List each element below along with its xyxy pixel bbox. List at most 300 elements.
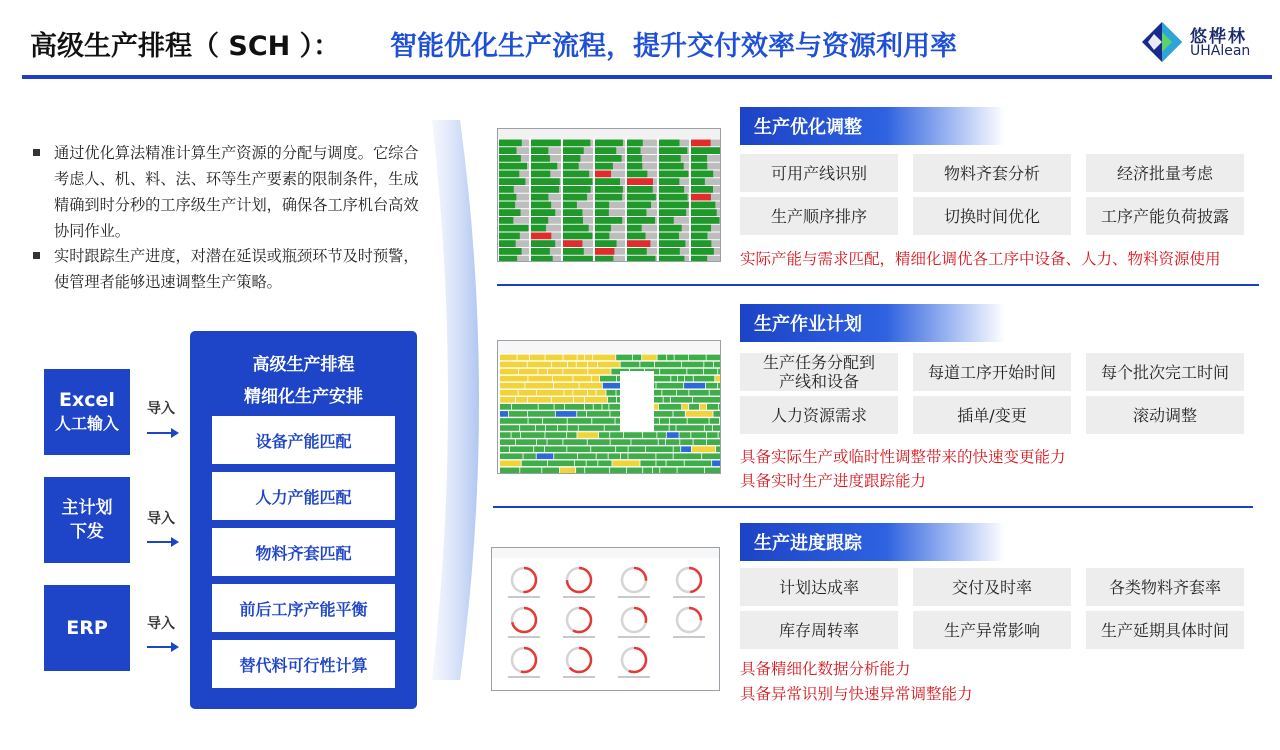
thumb-cell-bar bbox=[595, 178, 620, 185]
thumb-gantt-bar bbox=[707, 404, 718, 410]
thumb-cell-bar bbox=[659, 171, 688, 178]
thumb-ring-caption bbox=[673, 596, 705, 598]
feature-cell: 切换时间优化 bbox=[913, 197, 1071, 235]
thumb-gantt-bar bbox=[560, 468, 575, 474]
thumb-cell-bar bbox=[659, 194, 688, 201]
thumb-gantt-bar bbox=[500, 418, 528, 424]
thumb-gantt-bar bbox=[563, 355, 576, 361]
section-note: 实际产能与需求匹配，精细化调优各工序中设备、人力、物料资源使用 bbox=[740, 250, 1221, 268]
thumb-gantt-bar bbox=[500, 390, 518, 396]
source-label: ERP bbox=[66, 617, 108, 639]
thumb-cell-bar bbox=[691, 155, 707, 162]
thumb-gantt-bar bbox=[628, 446, 645, 452]
thumb-gantt-bar bbox=[528, 376, 552, 382]
thumb-gantt-bar bbox=[670, 425, 676, 431]
thumb-gantt-bar bbox=[608, 397, 616, 403]
thumb-gantt-bar bbox=[685, 376, 693, 382]
thumb-gantt-bar bbox=[528, 411, 555, 417]
thumb-cell-bar bbox=[499, 186, 514, 193]
thumb-gantt-bar bbox=[577, 411, 586, 417]
thumb-gantt-bar bbox=[568, 425, 578, 431]
thumb-gantt-bar bbox=[592, 418, 614, 424]
thumb-gantt-bar bbox=[640, 460, 655, 466]
feature-cell: 各类物料齐套率 bbox=[1086, 568, 1244, 606]
header-divider bbox=[22, 75, 1272, 79]
thumb-gantt-bar bbox=[611, 439, 631, 445]
thumb-cell-bar bbox=[595, 225, 611, 232]
thumb-gantt-bar bbox=[642, 355, 657, 361]
thumb-cell-bar bbox=[659, 155, 681, 162]
thumb-gantt-bar bbox=[628, 453, 655, 459]
thumb-cell-bar bbox=[627, 171, 647, 178]
thumb-gantt-bar bbox=[671, 376, 677, 382]
thumb-gantt-bar bbox=[602, 404, 608, 410]
thumb-cell-bar bbox=[627, 217, 655, 224]
thumb-cell-bar bbox=[499, 178, 525, 185]
source-erp-box bbox=[44, 585, 130, 671]
thumb-cell-bar bbox=[499, 140, 522, 147]
thumb-gantt-bar bbox=[682, 404, 688, 410]
feature-cell: 滚动调整 bbox=[1086, 396, 1244, 434]
thumb-cell-bar bbox=[627, 256, 655, 262]
thumb-gantt-bar bbox=[704, 369, 718, 375]
thumb-cell-bar bbox=[563, 186, 591, 193]
thumb-gantt-bar bbox=[606, 390, 615, 396]
thumb-gantt-bar bbox=[596, 390, 605, 396]
thumb-gantt-bar bbox=[579, 383, 602, 389]
screenshot-progress-dashboard bbox=[491, 547, 720, 691]
thumb-cell-bar bbox=[531, 178, 560, 185]
thumb-gantt-bar bbox=[523, 453, 535, 459]
thumb-cell-bar bbox=[691, 186, 713, 193]
thumb-gantt-bar bbox=[693, 397, 720, 403]
thumb-cell-bar bbox=[595, 194, 622, 201]
feature-cell: 经济批量考虑 bbox=[1086, 154, 1244, 192]
thumb-gantt-bar bbox=[675, 355, 689, 361]
screenshot-gantt-chart bbox=[497, 340, 721, 474]
bullet-text: 通过优化算法精准计算生产资源的分配与调度。它综合考虑人、机、料、法、环等生产要素的限制条件，生成精确到时分秒的工序级生产计划，确保各工序机台高效协同作业。 bbox=[54, 144, 419, 240]
thumb-gantt-bar bbox=[598, 362, 620, 368]
thumb-cell-bar bbox=[563, 155, 580, 162]
thumb-gantt-bar bbox=[710, 390, 720, 396]
thumb-cell-bar bbox=[499, 171, 519, 178]
thumb-gantt-bar bbox=[599, 432, 609, 438]
thumb-gantt-bar bbox=[693, 439, 706, 445]
feature-cell bbox=[740, 353, 898, 391]
thumb-cell-bar bbox=[595, 202, 609, 209]
thumb-cell-bar bbox=[659, 163, 684, 170]
thumb-gantt-bar bbox=[656, 460, 665, 466]
thumb-gantt-bar bbox=[564, 390, 572, 396]
thumb-gantt-bar bbox=[554, 453, 577, 459]
thumb-gantt-bar bbox=[609, 453, 621, 459]
thumb-cell-bar bbox=[595, 171, 611, 178]
thumb-gantt-bar bbox=[530, 355, 545, 361]
thumb-gantt-bar bbox=[542, 468, 559, 474]
bullet-text: 实时跟踪生产进度，对潜在延误或瓶颈环节及时预警，使管理者能够迅速调整生产策略。 bbox=[54, 247, 419, 291]
thumb-gantt-bar bbox=[545, 432, 566, 438]
thumb-popup bbox=[620, 371, 654, 431]
thumb-cell-bar bbox=[499, 202, 515, 209]
thumb-gantt-bar bbox=[574, 397, 584, 403]
thumb-gantt-bar bbox=[516, 439, 536, 445]
thumb-gantt-bar bbox=[573, 390, 587, 396]
thumb-gantt-bar bbox=[500, 404, 511, 410]
thumb-gantt-bar bbox=[707, 355, 720, 361]
feature-cell: 物料齐套分析 bbox=[913, 154, 1071, 192]
thumb-gantt-bar bbox=[692, 446, 715, 452]
thumb-cell-bar bbox=[691, 194, 711, 201]
thumb-ring-caption bbox=[508, 636, 540, 638]
thumb-cell-bar bbox=[627, 209, 646, 216]
thumb-gantt-bar bbox=[633, 355, 641, 361]
thumb-gantt-bar bbox=[585, 468, 609, 474]
thumb-cell-bar bbox=[659, 240, 685, 247]
thumb-cell-bar bbox=[627, 225, 642, 232]
thumb-cell-bar bbox=[595, 256, 613, 262]
thumb-gantt-bar bbox=[536, 425, 545, 431]
thumb-gantt-bar bbox=[521, 432, 545, 438]
thumb-cell-bar bbox=[563, 202, 577, 209]
thumb-gantt-bar bbox=[552, 362, 567, 368]
thumb-ring-caption bbox=[618, 636, 650, 638]
thumb-gantt-bar bbox=[671, 397, 692, 403]
thumb-cell-bar bbox=[499, 155, 521, 162]
thumb-gantt-bar bbox=[600, 376, 616, 382]
thumb-cell-bar bbox=[531, 225, 546, 232]
page-title-highlight: 智能优化生产流程，提升交付效率与资源利用率 bbox=[390, 31, 957, 62]
thumb-gantt-bar bbox=[621, 362, 640, 368]
thumb-cell-bar bbox=[659, 202, 689, 209]
thumb-gantt-bar bbox=[707, 439, 720, 445]
thumb-gantt-bar bbox=[512, 404, 538, 410]
thumb-gantt-bar bbox=[576, 468, 584, 474]
thumb-gantt-bar bbox=[520, 468, 541, 474]
thumb-gantt-bar bbox=[553, 376, 573, 382]
screenshot-optimization-grid bbox=[497, 128, 721, 262]
thumb-gantt-bar bbox=[534, 446, 544, 452]
thumb-cell-bar bbox=[563, 171, 589, 178]
thumb-gantt-bar bbox=[537, 453, 554, 459]
section-note: 具备异常识别与快速异常调整能力 bbox=[740, 685, 973, 703]
feature-cell: 交付及时率 bbox=[913, 568, 1071, 606]
thumb-gantt-bar bbox=[719, 404, 720, 410]
thumb-gantt-bar bbox=[700, 404, 706, 410]
thumb-gantt-bar bbox=[522, 460, 547, 466]
thumb-cell-bar bbox=[595, 248, 614, 255]
thumb-cell-bar bbox=[531, 147, 548, 154]
thumb-gantt-bar bbox=[660, 369, 686, 375]
thumb-gantt-bar bbox=[546, 425, 557, 431]
source-label: 下发 bbox=[70, 522, 104, 542]
thumb-ring-caption bbox=[508, 676, 540, 678]
thumb-gantt-bar bbox=[702, 453, 720, 459]
thumb-gantt-bar bbox=[563, 439, 587, 445]
thumb-ring-caption bbox=[673, 636, 705, 638]
engine-item: 人力产能匹配 bbox=[212, 472, 395, 520]
thumb-cell-bar bbox=[531, 256, 553, 262]
thumb-gantt-bar bbox=[579, 425, 604, 431]
thumb-gantt-bar bbox=[627, 468, 642, 474]
thumb-cell-bar bbox=[499, 248, 522, 255]
thumb-cell-bar bbox=[499, 209, 521, 216]
thumb-gantt-bar bbox=[545, 355, 562, 361]
section-divider bbox=[493, 506, 1253, 508]
thumb-cell-bar bbox=[563, 225, 589, 232]
thumb-gantt-bar bbox=[578, 453, 596, 459]
thumb-gantt-bar bbox=[707, 432, 718, 438]
thumb-gantt-bar bbox=[712, 460, 720, 466]
thumb-gantt-bar bbox=[548, 369, 563, 375]
thumb-gantt-bar bbox=[718, 383, 720, 389]
thumb-cell-bar bbox=[627, 178, 653, 185]
thumb-cell-bar bbox=[595, 155, 622, 162]
thumb-gantt-bar bbox=[538, 369, 547, 375]
thumb-cell-bar bbox=[627, 155, 642, 162]
thumb-cell-bar bbox=[659, 209, 686, 216]
section-header-operation-plan: 生产作业计划 bbox=[740, 304, 1005, 342]
thumb-gantt-bar bbox=[543, 418, 567, 424]
thumb-gantt-bar bbox=[585, 404, 593, 410]
thumb-gantt-bar bbox=[659, 404, 681, 410]
thumb-gantt-bar bbox=[563, 369, 587, 375]
thumb-gantt-bar bbox=[686, 411, 713, 417]
thumb-gantt-bar bbox=[704, 362, 713, 368]
thumb-gantt-bar bbox=[687, 369, 703, 375]
engine-item: 前后工序产能平衡 bbox=[212, 584, 395, 632]
thumb-gantt-bar bbox=[655, 362, 681, 368]
thumb-cell-bar bbox=[531, 248, 550, 255]
source-master-plan-box bbox=[44, 477, 130, 563]
thumb-cell-bar bbox=[691, 178, 705, 185]
thumb-cell-bar bbox=[563, 163, 579, 170]
thumb-cell-bar bbox=[563, 217, 583, 224]
thumb-gantt-bar bbox=[565, 404, 584, 410]
thumb-gantt-bar bbox=[587, 460, 598, 466]
thumb-cell-bar bbox=[691, 171, 713, 178]
thumb-gantt-bar bbox=[554, 404, 564, 410]
thumb-gantt-bar bbox=[657, 432, 666, 438]
thumb-gantt-bar bbox=[585, 397, 607, 403]
thumb-header bbox=[498, 341, 721, 353]
thumb-cell-bar bbox=[531, 233, 551, 240]
thumb-gantt-bar bbox=[705, 468, 720, 474]
thumb-gantt-bar bbox=[588, 390, 596, 396]
thumb-gantt-bar bbox=[500, 432, 511, 438]
thumb-cell-bar bbox=[563, 233, 592, 240]
thumb-gantt-bar bbox=[680, 439, 692, 445]
thumb-gantt-bar bbox=[678, 376, 684, 382]
thumb-cell-bar bbox=[531, 217, 548, 224]
thumb-cell-bar bbox=[531, 155, 550, 162]
feature-cell: 每道工序开始时间 bbox=[913, 353, 1071, 391]
thumb-gantt-bar bbox=[656, 383, 683, 389]
thumb-gantt-bar bbox=[689, 404, 699, 410]
thumb-cell-bar bbox=[595, 163, 613, 170]
feature-cell: 人力资源需求 bbox=[740, 396, 898, 434]
thumb-gantt-bar bbox=[597, 453, 608, 459]
thumb-gantt-bar bbox=[689, 390, 709, 396]
thumb-gantt-bar bbox=[573, 376, 591, 382]
thumb-cell-bar bbox=[531, 240, 555, 247]
page-title-prefix: 高级生产排程（ SCH ）： bbox=[30, 31, 341, 62]
thumb-gantt-bar bbox=[676, 425, 703, 431]
thumb-gantt-bar bbox=[673, 411, 684, 417]
thumb-gantt-bar bbox=[500, 383, 525, 389]
thumb-gantt-bar bbox=[616, 355, 632, 361]
thumb-gantt-bar bbox=[500, 425, 519, 431]
feature-cell: 生产顺序排序 bbox=[740, 197, 898, 235]
thumb-cell-bar bbox=[627, 233, 646, 240]
thumb-cell-bar bbox=[691, 225, 711, 232]
source-excel-box bbox=[44, 369, 130, 455]
thumb-cell-bar bbox=[691, 147, 721, 154]
thumb-cell-bar bbox=[659, 225, 682, 232]
thumb-cell-bar bbox=[595, 147, 616, 154]
dashboard-thumbnail bbox=[492, 548, 720, 691]
section-note: 具备实际生产或临时性调整带来的快速变更能力 bbox=[740, 448, 1066, 466]
thumb-gantt-bar bbox=[621, 453, 628, 459]
source-label: Excel bbox=[59, 389, 115, 411]
thumb-cell-bar bbox=[659, 217, 674, 224]
feature-cell: 生产异常影响 bbox=[913, 611, 1071, 649]
thumb-gantt-bar bbox=[709, 418, 719, 424]
thumb-cell-bar bbox=[531, 194, 548, 201]
thumb-cell-bar bbox=[595, 186, 623, 193]
thumb-gantt-bar bbox=[662, 390, 676, 396]
thumb-cell-bar bbox=[691, 217, 719, 224]
thumb-gantt-bar bbox=[516, 397, 527, 403]
thumb-cell-bar bbox=[563, 194, 587, 201]
thumb-cell-bar bbox=[691, 202, 715, 209]
thumb-ring-caption bbox=[508, 596, 540, 598]
bullet-square-icon bbox=[33, 149, 40, 156]
arrow-right-icon bbox=[147, 641, 179, 653]
thumb-gantt-bar bbox=[653, 468, 659, 474]
thumb-gantt-bar bbox=[670, 418, 687, 424]
thumb-gantt-bar bbox=[664, 397, 670, 403]
thumb-gantt-bar bbox=[578, 355, 585, 361]
engine-title: 高级生产排程 bbox=[252, 355, 355, 375]
thumb-gantt-bar bbox=[657, 355, 666, 361]
thumb-gantt-bar bbox=[567, 432, 577, 438]
logo-mark-icon bbox=[1140, 20, 1184, 64]
engine-item: 设备产能匹配 bbox=[212, 416, 395, 464]
thumb-gantt-bar bbox=[585, 355, 592, 361]
chevron-right-icon bbox=[430, 120, 500, 680]
thumb-cell-bar bbox=[659, 147, 687, 154]
thumb-gantt-bar bbox=[547, 439, 562, 445]
thumb-gantt-bar bbox=[567, 446, 590, 452]
thumb-ring-caption bbox=[563, 596, 595, 598]
section-note: 具备精细化数据分析能力 bbox=[740, 660, 911, 678]
thumb-cell-bar bbox=[659, 140, 679, 147]
thumb-gantt-bar bbox=[510, 446, 534, 452]
thumb-cell-bar bbox=[691, 163, 707, 170]
thumb-gantt-bar bbox=[528, 397, 551, 403]
thumb-cell-bar bbox=[595, 240, 617, 247]
thumb-gantt-bar bbox=[598, 460, 611, 466]
thumb-gantt-bar bbox=[556, 411, 577, 417]
thumb-gantt-bar bbox=[603, 383, 622, 389]
thumb-gantt-bar bbox=[588, 439, 610, 445]
thumb-gantt-bar bbox=[577, 432, 598, 438]
thumb-gantt-bar bbox=[666, 439, 679, 445]
thumb-gantt-bar bbox=[716, 446, 720, 452]
thumb-gantt-bar bbox=[667, 355, 674, 361]
thumb-cell-bar bbox=[627, 163, 642, 170]
thumb-gantt-bar bbox=[500, 460, 521, 466]
thumb-gantt-bar bbox=[500, 376, 528, 382]
thumb-cell-bar bbox=[627, 248, 647, 255]
thumb-gantt-bar bbox=[528, 418, 542, 424]
thumb-cell-bar bbox=[659, 256, 684, 262]
thumb-gantt-bar bbox=[660, 418, 669, 424]
thumb-cell-bar bbox=[531, 209, 555, 216]
thumb-gantt-bar bbox=[500, 397, 515, 403]
thumb-gantt-bar bbox=[682, 362, 704, 368]
thumb-gantt-bar bbox=[705, 425, 712, 431]
thumb-gantt-bar bbox=[677, 468, 704, 474]
thumb-cell-bar bbox=[499, 163, 527, 170]
thumb-gantt-bar bbox=[575, 460, 586, 466]
thumb-gantt-bar bbox=[592, 376, 599, 382]
thumb-cell-bar bbox=[595, 140, 623, 147]
thumb-gantt-bar bbox=[714, 362, 720, 368]
thumb-gantt-bar bbox=[537, 390, 564, 396]
thumb-gantt-bar bbox=[558, 425, 567, 431]
engine-item: 物料齐套匹配 bbox=[212, 528, 395, 576]
import-label: 导入 bbox=[147, 401, 175, 417]
thumb-cell-bar bbox=[563, 140, 590, 147]
thumb-gantt-bar bbox=[610, 468, 626, 474]
thumb-gantt-bar bbox=[500, 369, 518, 375]
thumb-ring-caption bbox=[563, 636, 595, 638]
thumb-gantt-bar bbox=[706, 383, 717, 389]
thumb-gantt-bar bbox=[685, 460, 712, 466]
thumb-cell-bar bbox=[595, 233, 609, 240]
thumb-gantt-bar bbox=[525, 383, 553, 389]
thumb-cell-bar bbox=[563, 256, 593, 262]
thumb-gantt-bar bbox=[666, 460, 683, 466]
feature-cell: 计划达成率 bbox=[740, 568, 898, 606]
feature-cell: 工序产能负荷披露 bbox=[1086, 197, 1244, 235]
thumb-gantt-bar bbox=[674, 453, 702, 459]
thumb-gantt-bar bbox=[643, 432, 657, 438]
thumb-gantt-bar bbox=[667, 432, 679, 438]
thumb-gantt-bar bbox=[612, 460, 639, 466]
thumb-gantt-bar bbox=[616, 446, 628, 452]
thumb-cell-bar bbox=[499, 217, 513, 224]
thumb-gantt-bar bbox=[646, 446, 673, 452]
thumb-gantt-bar bbox=[677, 390, 689, 396]
thumb-cell-bar bbox=[531, 171, 550, 178]
feature-cell: 库存周转率 bbox=[740, 611, 898, 649]
thumb-gantt-bar bbox=[688, 418, 709, 424]
thumb-gantt-bar bbox=[568, 418, 592, 424]
thumb-gantt-bar bbox=[500, 411, 508, 417]
thumb-cell-bar bbox=[691, 233, 707, 240]
thumb-gantt-bar bbox=[591, 446, 615, 452]
arrow-right-icon bbox=[147, 427, 179, 439]
thumb-cell-bar bbox=[627, 186, 653, 193]
feature-cell: 插单/变更 bbox=[913, 396, 1071, 434]
thumb-gantt-bar bbox=[548, 460, 574, 466]
thumb-gantt-bar bbox=[624, 432, 642, 438]
thumb-cell-bar bbox=[531, 140, 561, 147]
thumb-cell-bar bbox=[531, 163, 557, 170]
thumb-gantt-bar bbox=[609, 404, 620, 410]
